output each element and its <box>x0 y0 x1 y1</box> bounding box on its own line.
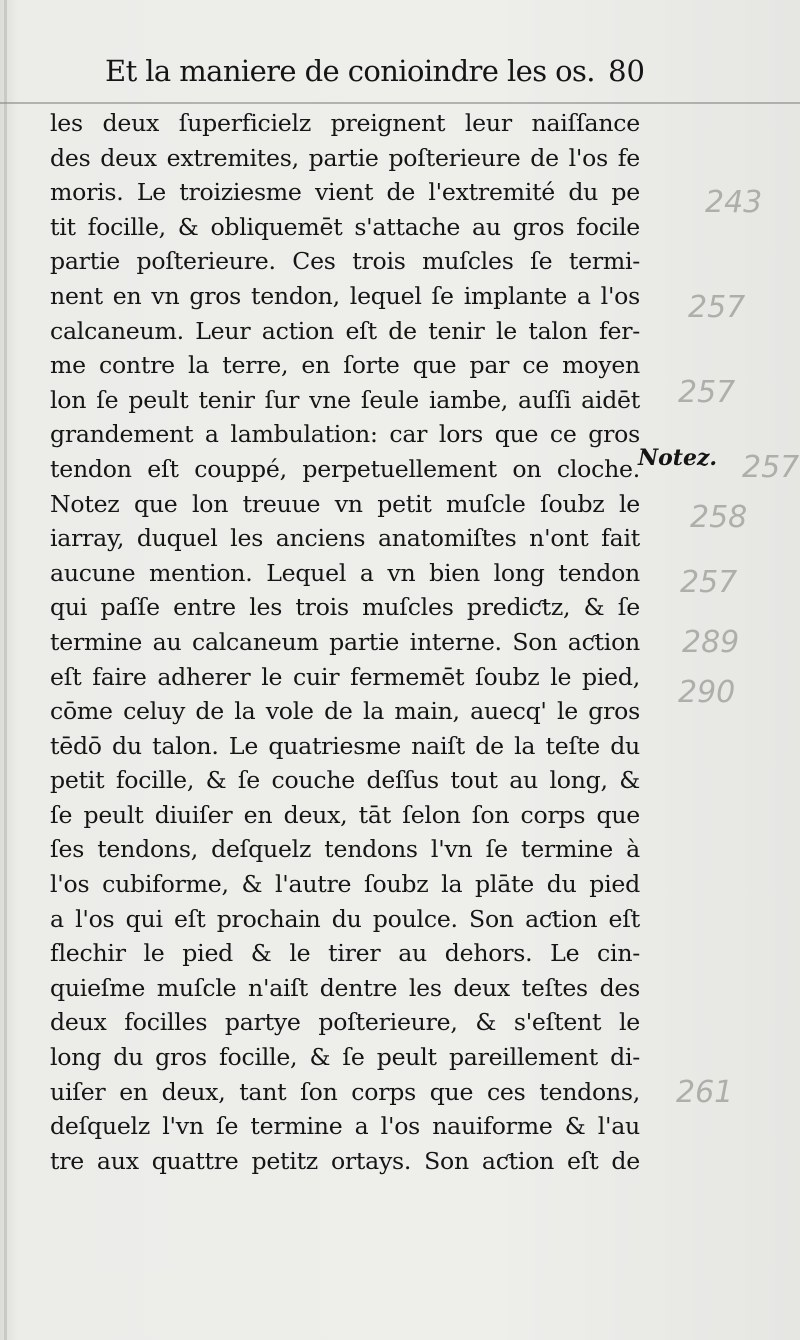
text-line: me contre la terre, en ſorte que par ce moyen <box>50 351 640 380</box>
text-line: calcaneum. Leur action eſt de tenir le talon fer- <box>50 316 640 345</box>
text-line: uiſer en deux, tant ſon corps que ces tendons, <box>50 1077 640 1106</box>
text-line: moris. Le troiziesme vient de l'extremité du pe <box>50 178 640 207</box>
pencil-annotation: 290 <box>678 675 736 710</box>
text-line: quieſme muſcle n'aiſt dentre les deux teſtes des <box>50 973 640 1002</box>
pencil-annotation: 258 <box>690 500 748 535</box>
pencil-annotation: 257 <box>742 450 800 485</box>
pencil-annotation: 289 <box>682 625 740 660</box>
pencil-annotation: 257 <box>688 290 746 325</box>
text-line: a l'os qui eſt prochain du poulce. Son aƈtion eſt <box>50 904 640 933</box>
text-line: ſe peult diuiſer en deux, tāt ſelon ſon corps que <box>50 800 640 829</box>
text-line: aucune mention. Lequel a vn bien long tendon <box>50 558 640 587</box>
text-line: cōme celuy de la vole de la main, auecq' le gros <box>50 697 640 726</box>
text-line: grandement a lambulation: car lors que ce gros <box>50 420 640 449</box>
page-header <box>105 54 645 96</box>
text-line: deſquelz l'vn ſe termine a l'os nauiforme & l'au <box>50 1112 640 1141</box>
text-line: long du gros focille, & ſe peult pareillement di- <box>50 1043 640 1072</box>
page-fold-shadow <box>4 0 7 1340</box>
header-rule <box>0 102 800 104</box>
text-line: tēdō du talon. Le quatriesme naiſt de la teſte du <box>50 731 640 760</box>
text-line: Notez que lon treuue vn petit muſcle ſoubz le <box>50 489 640 518</box>
pencil-annotation: 257 <box>678 375 736 410</box>
text-line: iarray, duquel les anciens anatomiſtes n'ont fait <box>50 524 640 553</box>
text-line: petit focille, & ſe couche deſſus tout au long, & <box>50 766 640 795</box>
text-line: flechir le pied & le tirer au dehors. Le cin- <box>50 939 640 968</box>
text-line: l'os cubiforme, & l'autre ſoubz la plāte du pied <box>50 870 640 899</box>
text-line: tre aux quattre petitz ortays. Son aƈtion eſt de <box>50 1146 640 1175</box>
text-line: termine au calcaneum partie interne. Son aƈtion <box>50 627 640 656</box>
text-line: tit focille, & obliquemēt s'attache au gros focile <box>50 212 640 241</box>
page-number: 80 <box>608 54 645 88</box>
text-line: eſt faire adherer le cuir fermemēt ſoubz le pied, <box>50 662 640 691</box>
text-line: deux focilles partye poſterieure, & s'eſtent le <box>50 1008 640 1037</box>
text-line: qui paſſe entre les trois muſcles prediƈtz, & ſe <box>50 593 640 622</box>
text-line: lon ſe peult tenir ſur vne ſeule iambe, auſſi aidēt <box>50 385 640 414</box>
text-line: partie poſterieure. Ces trois muſcles ſe termi- <box>50 247 640 276</box>
pencil-annotation: 261 <box>676 1075 734 1110</box>
text-line: nent en vn gros tendon, lequel ſe implante a l'os <box>50 281 640 310</box>
margin-note: Notez. <box>638 445 718 471</box>
body-text <box>50 106 650 1178</box>
pencil-annotation: 257 <box>680 565 738 600</box>
running-title: Et la maniere de conioindre les os. <box>105 54 595 88</box>
text-line: ſes tendons, deſquelz tendons l'vn ſe termine à <box>50 835 640 864</box>
pencil-annotation: 243 <box>705 185 763 220</box>
text-line: les deux ſuperficielz preignent leur naiſſance <box>50 109 640 137</box>
text-line: des deux extremites, partie poſterieure de l'os fe <box>50 143 640 172</box>
text-line: tendon eſt couppé, perpetuellement on cloche. <box>50 454 640 483</box>
